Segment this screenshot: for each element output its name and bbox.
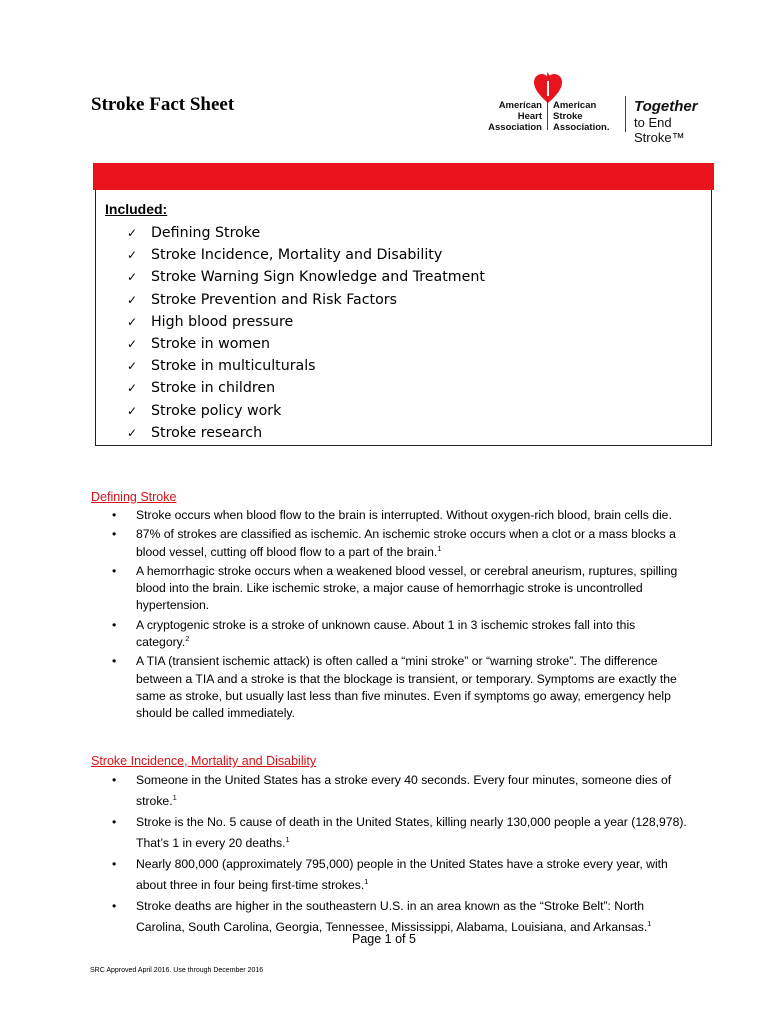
- list-item: [112, 854, 692, 896]
- page-title: Stroke Fact Sheet: [91, 94, 235, 115]
- included-heading: Included:: [105, 201, 168, 217]
- aha-asa-logo: [488, 70, 720, 145]
- included-item-label: Stroke Warning Sign Knowledge and Treatment: [151, 269, 485, 286]
- included-list: [127, 222, 485, 444]
- list-item-text: Stroke occurs when blood flow to the brain is interrupted. Without oxygen-rich blood, brain cells die.: [136, 508, 672, 522]
- bullet-icon: •: [112, 563, 117, 578]
- bullet-icon: •: [112, 899, 117, 913]
- list-item: [112, 617, 692, 652]
- footnote-ref: 2: [185, 634, 190, 644]
- included-box: [95, 190, 712, 446]
- included-item: [127, 266, 485, 288]
- bullet-icon: •: [112, 815, 117, 829]
- asa-line: Stroke: [553, 111, 583, 122]
- included-item: [127, 289, 485, 311]
- list-item: [112, 770, 692, 812]
- checkmark-icon: ✓: [127, 381, 138, 396]
- checkmark-icon: ✓: [127, 336, 138, 351]
- aha-line: Association: [488, 122, 542, 133]
- footnote-ref: 1: [437, 543, 442, 553]
- list-item-text: Stroke deaths are higher in the southeastern U.S. in an area known as the “Stroke Belt”: North Carolina, South Carolina, Georgia, Tennessee, Mississippi, Alabama, Louisiana, and Arkansas.: [136, 899, 648, 934]
- included-item-label: Stroke in children: [151, 380, 276, 397]
- included-item: [127, 400, 485, 422]
- included-item: [127, 244, 485, 266]
- list-item-text: Someone in the United States has a stroke every 40 seconds. Every four minutes, someone dies of stroke.: [136, 773, 672, 808]
- heart-torch-logo-icon: [533, 70, 563, 104]
- bullet-icon: •: [112, 654, 117, 669]
- bullet-icon: •: [112, 857, 117, 871]
- included-item-label: Stroke Incidence, Mortality and Disability: [151, 247, 443, 264]
- included-item-label: Stroke Prevention and Risk Factors: [151, 291, 398, 308]
- tagline-to-end-stroke: to End Stroke™: [634, 115, 685, 145]
- defining-stroke-list: [112, 507, 692, 725]
- logo-divider: [547, 100, 548, 130]
- bullet-icon: •: [112, 773, 117, 787]
- list-item-text: A cryptogenic stroke is a stroke of unknown cause. About 1 in 3 ischemic strokes fall into this category.: [136, 617, 636, 650]
- included-item-label: Stroke policy work: [151, 402, 282, 419]
- approval-footer: SRC Approved April 2016. Use through December 2016: [90, 967, 264, 974]
- included-item: [127, 377, 485, 399]
- tagline-together: Together: [634, 98, 698, 115]
- included-item-label: Stroke in women: [151, 335, 270, 352]
- footnote-ref: 1: [647, 918, 652, 928]
- checkmark-icon: ✓: [127, 248, 138, 263]
- included-item: [127, 222, 485, 244]
- asa-wordmark: [553, 100, 610, 133]
- checkmark-icon: ✓: [127, 314, 138, 329]
- checkmark-icon: ✓: [127, 270, 138, 285]
- included-item: [127, 311, 485, 333]
- list-item-text: A TIA (transient ischemic attack) is often called a “mini stroke” or “warning stroke”. The difference between a TIA and a stroke is that the blockage is transient, or temporary. Symptoms are exactly the same as stroke, but usually last less than five minutes. Even if symptoms go away, emergency help should be called immediately.: [136, 654, 677, 721]
- list-item: [112, 563, 692, 615]
- checkmark-icon: ✓: [127, 226, 138, 240]
- asa-line: American: [553, 100, 597, 111]
- bullet-icon: •: [112, 527, 117, 542]
- list-item-text: 87% of strokes are classified as ischemic. An ischemic stroke occurs when a clot or a mass blocks a blood vessel, cutting off blood flow to a part of the brain.: [136, 527, 676, 559]
- section-heading-defining-stroke: Defining Stroke: [91, 490, 177, 504]
- footnote-ref: 1: [172, 792, 177, 802]
- list-item-text: A hemorrhagic stroke occurs when a weakened blood vessel, or cerebral aneurism, ruptures, spilling blood into the brain. Like ischemic stroke, a major cause of hemorrhagic stroke is uncontrolled hypertension.: [136, 563, 678, 613]
- included-item: [127, 333, 485, 355]
- aha-line: Heart: [517, 111, 542, 122]
- list-item-text: Stroke is the No. 5 cause of death in the United States, killing nearly 130,000 people a year (128,978). That’s 1 in every 20 deaths.: [136, 815, 687, 850]
- included-item: [127, 422, 485, 444]
- logo-divider: [625, 96, 626, 132]
- asa-line: Association.: [553, 122, 610, 133]
- checkmark-icon: ✓: [127, 425, 138, 440]
- included-item: [127, 355, 485, 377]
- bullet-icon: •: [112, 508, 117, 522]
- checkmark-icon: ✓: [127, 403, 138, 418]
- aha-wordmark: [488, 100, 542, 133]
- stroke-incidence-list: [112, 770, 692, 938]
- section-heading-stroke-incidence: Stroke Incidence, Mortality and Disability: [91, 754, 317, 768]
- bullet-icon: •: [112, 617, 117, 632]
- included-item-label: Stroke in multiculturals: [151, 358, 316, 375]
- list-item: [112, 507, 692, 524]
- included-item-label: Defining Stroke: [151, 225, 261, 241]
- checkmark-icon: ✓: [127, 359, 138, 374]
- list-item: [112, 812, 692, 854]
- included-item-label: Stroke research: [151, 424, 263, 441]
- footnote-ref: 1: [285, 834, 290, 844]
- footnote-ref: 1: [364, 876, 369, 886]
- checkmark-icon: ✓: [127, 292, 138, 307]
- list-item-text: Nearly 800,000 (approximately 795,000) people in the United States have a stroke every year, with about three in four being first-time strokes.: [136, 857, 668, 892]
- included-item-label: High blood pressure: [151, 313, 294, 330]
- page-number: Page 1 of 5: [352, 932, 416, 946]
- list-item: [112, 526, 692, 561]
- list-item: [112, 653, 692, 722]
- red-header-bar: [93, 163, 714, 190]
- aha-line: American: [498, 100, 542, 111]
